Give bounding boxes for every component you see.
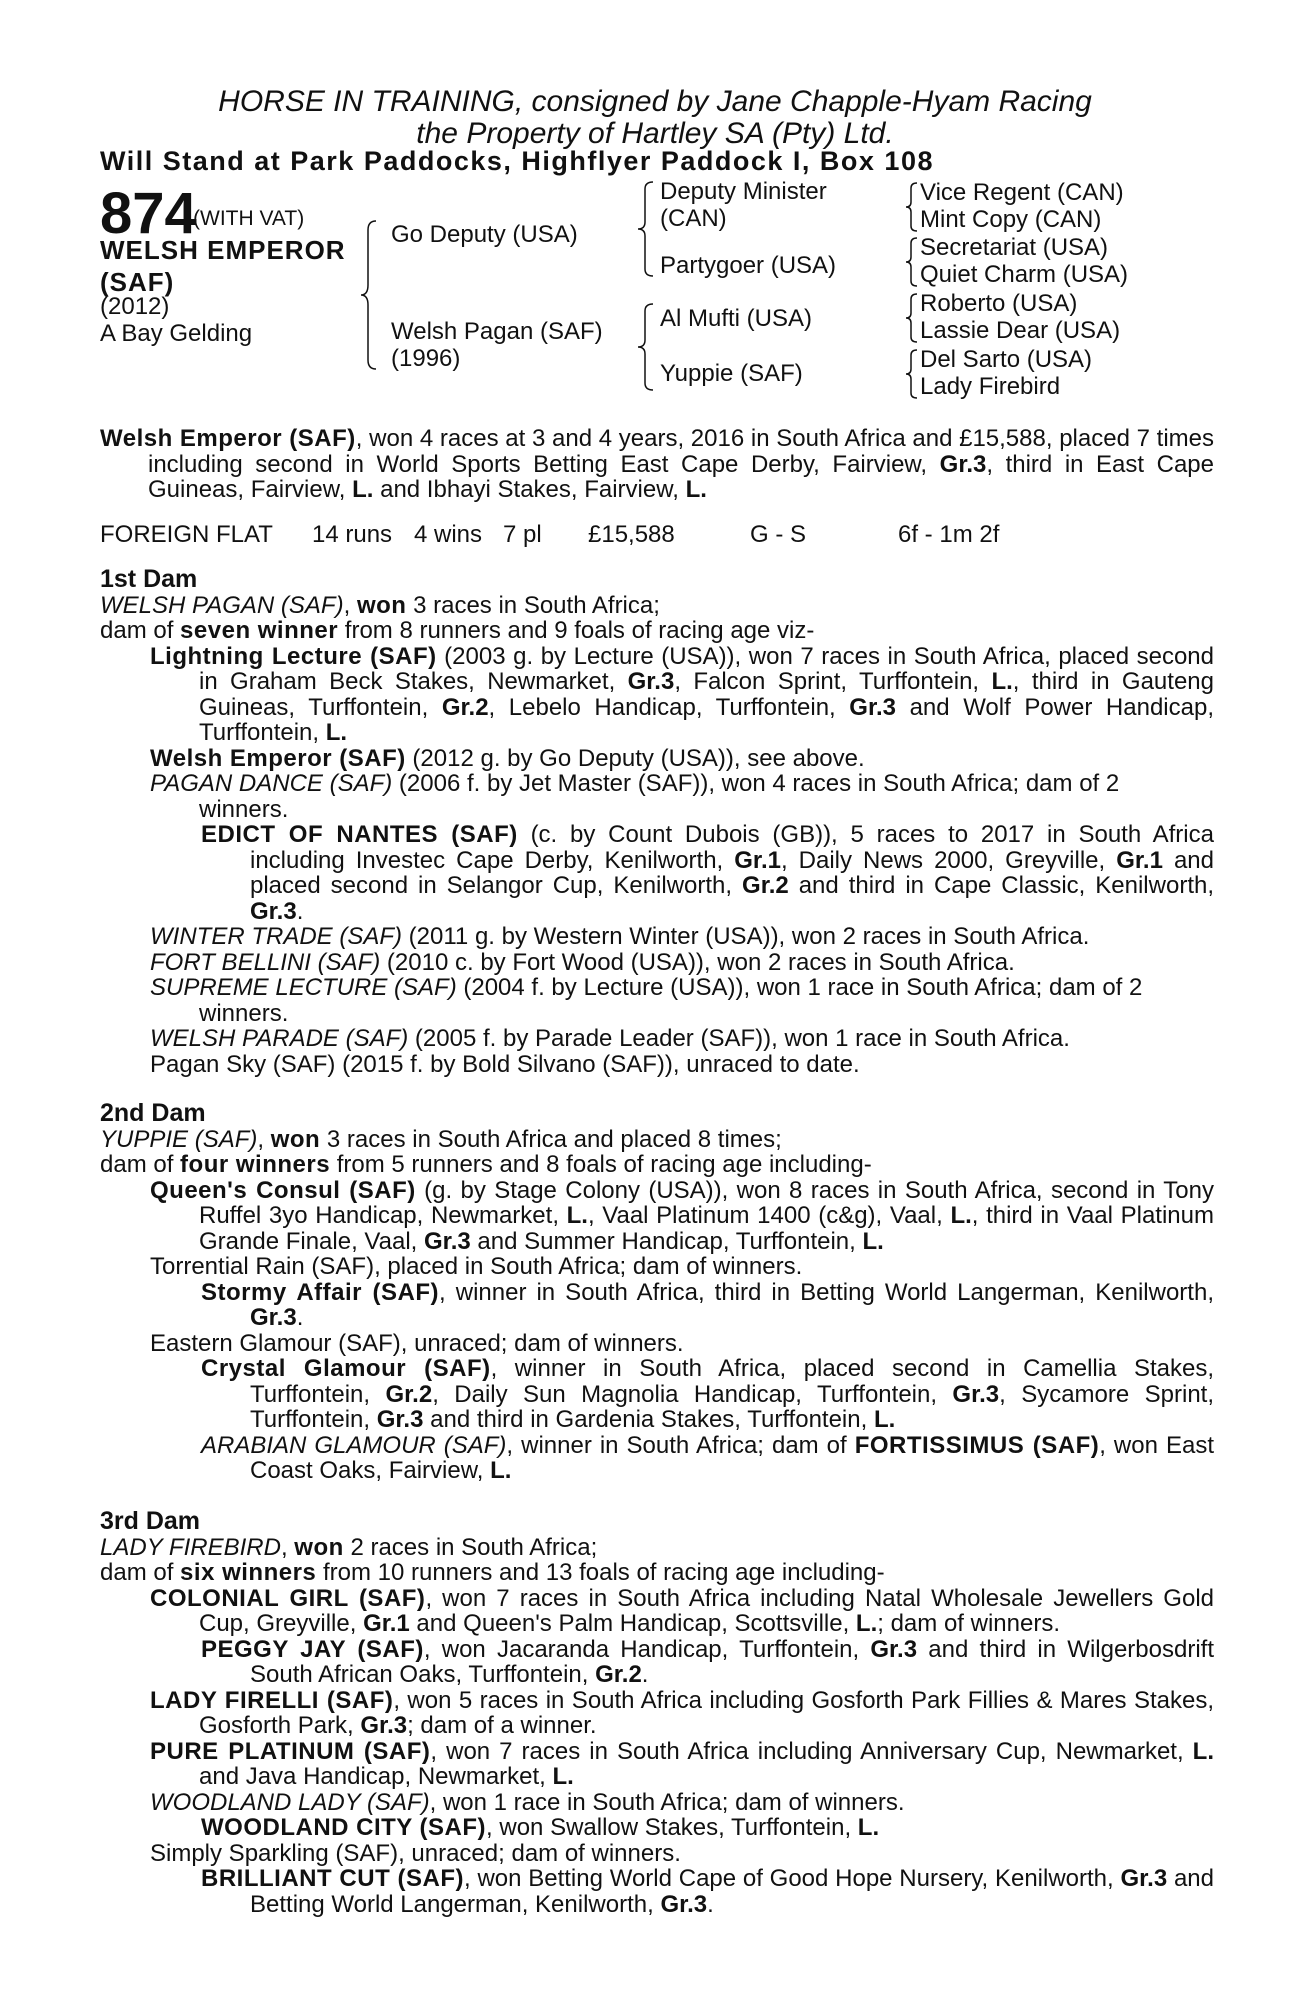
produce-name: PAGAN DANCE (SAF) bbox=[150, 770, 393, 797]
produce-text: (2011 g. by Western Winter (USA)), won 2 races in South Africa. bbox=[402, 923, 1090, 950]
produce-entry bbox=[100, 1433, 1214, 1484]
produce-name: WINTER TRADE (SAF) bbox=[150, 923, 402, 950]
grade-label: Gr.3 bbox=[250, 897, 297, 925]
ped-gen3-3: Secretariat (USA) bbox=[920, 234, 1109, 261]
produce-entry bbox=[100, 1688, 1214, 1739]
pedigree-brace-dam bbox=[637, 303, 655, 391]
grade-label: Gr.3 bbox=[952, 1380, 1000, 1408]
horse-description: A Bay Gelding bbox=[100, 320, 253, 347]
produce-entry bbox=[100, 1356, 1214, 1433]
produce-text: , Daily News 2000, Greyville, bbox=[780, 846, 1117, 874]
produce-text: , Falcon Sprint, Turffontein, bbox=[674, 668, 992, 695]
produce-text: and Queen's Palm Handicap, Scottsville, bbox=[409, 1610, 856, 1637]
won-label: won bbox=[356, 591, 407, 619]
produce-entry: Eastern Glamour (SAF), unraced; dam of winners. bbox=[150, 1329, 684, 1357]
produce-text: and Betting World Langerman, Kenilworth, bbox=[250, 1865, 1214, 1918]
produce-text: , won Jacaranda Handicap, Turffontein, bbox=[423, 1635, 871, 1663]
race-earnings: £15,588 bbox=[588, 521, 675, 548]
race-runs: 14 runs bbox=[312, 521, 393, 548]
produce-text: and Java Handicap, Newmarket, bbox=[199, 1763, 553, 1790]
produce-text: and third in Cape Classic, Kenilworth, bbox=[788, 872, 1214, 899]
ped-gen3-7: Del Sarto (USA) bbox=[920, 346, 1093, 373]
listed-label: L. bbox=[1192, 1737, 1214, 1765]
dam: Welsh Pagan (SAF) bbox=[391, 318, 603, 345]
produce-text: , won Swallow Stakes, Turffontein, bbox=[486, 1814, 858, 1841]
produce-text: , Sycamore Sprint, Turffontein, bbox=[250, 1380, 1214, 1433]
produce-text: and Wolf Power Handicap, Turffontein, bbox=[199, 693, 1214, 746]
winners-count: six winners bbox=[180, 1559, 317, 1586]
dam-year: (1996) bbox=[391, 345, 461, 372]
second-dam-record: YUPPIE (SAF), won 3 races in South Africa and placed 8 times; bbox=[100, 1125, 782, 1153]
produce-name: LADY FIRELLI (SAF) bbox=[150, 1686, 394, 1714]
pedigree-brace-sire bbox=[637, 181, 655, 277]
grade-label: Gr.3 bbox=[627, 668, 675, 695]
grade-label: Gr.3 bbox=[424, 1227, 471, 1255]
dam-dam: Yuppie (SAF) bbox=[660, 360, 803, 387]
produce-text: , Vaal Platinum 1400 (c&g), Vaal, bbox=[587, 1202, 951, 1229]
dam-text: 3 races in South Africa and placed 8 times; bbox=[320, 1125, 782, 1153]
produce-text: , third in Vaal Platinum Grande Finale, Vaal, bbox=[199, 1202, 1214, 1255]
produce-text: , won East Coast Oaks, Fairview, bbox=[250, 1431, 1214, 1484]
produce-text: . bbox=[641, 1661, 649, 1688]
sire-dam: Partygoer (USA) bbox=[660, 252, 837, 279]
produce-text: , won Betting World Cape of Good Hope Nursery, Kenilworth, bbox=[464, 1865, 1121, 1892]
grade-label: Gr.1 bbox=[734, 846, 781, 874]
foaling-year: (2012) bbox=[100, 293, 170, 320]
produce-text: . bbox=[707, 1890, 714, 1918]
ped-gen3-5: Roberto (USA) bbox=[920, 290, 1078, 317]
produce-name: PURE PLATINUM (SAF) bbox=[150, 1737, 431, 1765]
race-wins: 4 wins bbox=[414, 521, 483, 548]
produce-name: COLONIAL GIRL (SAF) bbox=[150, 1584, 426, 1612]
produce-entry bbox=[100, 1026, 1214, 1052]
summary-text: , won 4 races at 3 and 4 years, 2016 in South Africa and £15,588, placed 7 times including second in World Sports Betting East Cape Derby, Fairview, bbox=[148, 425, 1214, 478]
dam-text: from 5 runners and 8 foals of racing age including- bbox=[330, 1151, 872, 1178]
produce-name: Queen's Consul (SAF) bbox=[150, 1176, 416, 1204]
lot-number: 874 bbox=[100, 181, 197, 246]
produce-text: , won 7 races in South Africa including Natal Wholesale Jewellers Gold Cup, Greyville, bbox=[199, 1584, 1215, 1637]
summary-paragraph bbox=[100, 426, 1214, 503]
dam-name: LADY FIREBIRD bbox=[100, 1533, 281, 1561]
ped-gen3-2: Mint Copy (CAN) bbox=[920, 206, 1102, 233]
grade-label: Gr.2 bbox=[385, 1380, 433, 1408]
third-dam-heading: 3rd Dam bbox=[100, 1507, 201, 1535]
third-dam-section bbox=[100, 1509, 1214, 1917]
produce-name: BRILLIANT CUT (SAF) bbox=[201, 1865, 464, 1892]
produce-text: and third in Wilgerbosdrift South African Oaks, Turffontein, bbox=[250, 1635, 1215, 1688]
owner-line: the Property of Hartley SA (Pty) Ltd. bbox=[416, 117, 894, 150]
produce-text: ; dam of a winner. bbox=[407, 1712, 597, 1739]
grade-label: Gr.3 bbox=[376, 1406, 424, 1433]
listed-label: L. bbox=[857, 1814, 880, 1841]
listed-label: L. bbox=[490, 1457, 512, 1484]
produce-text: . bbox=[296, 897, 304, 925]
produce-text: (g. by Stage Colony (USA)), won 8 races in South Africa, second in Tony Ruffel 3yo Handicap, Newmarket, bbox=[199, 1176, 1214, 1229]
horse-name-line2: (SAF) bbox=[100, 267, 175, 297]
race-distance: 6f - 1m 2f bbox=[898, 521, 1000, 548]
winners-count: four winners bbox=[180, 1151, 331, 1178]
second-dam-produce bbox=[100, 1152, 1214, 1178]
produce-text: , winner in South Africa, placed second in Camellia Stakes, Turffontein, bbox=[250, 1355, 1214, 1408]
produce-text: (c. by Count Dubois (GB)), 5 races to 2017 in South Africa including Investec Cape Derby, Kenilworth, bbox=[250, 821, 1214, 874]
second-dam-heading: 2nd Dam bbox=[100, 1099, 206, 1127]
listed-label: L. bbox=[552, 1763, 574, 1790]
third-dam-record: LADY FIREBIRD, won 2 races in South Africa; bbox=[100, 1533, 598, 1561]
grade-label: Gr.3 bbox=[870, 1635, 918, 1663]
listed-label: L. bbox=[991, 668, 1013, 695]
consignor-line: HORSE IN TRAINING, consigned by Jane Chapple-Hyam Racing bbox=[218, 85, 1092, 118]
dam-text: from 10 runners and 13 foals of racing age including- bbox=[316, 1559, 885, 1586]
ped-gen3-1: Vice Regent (CAN) bbox=[920, 179, 1124, 206]
produce-text: ; dam of winners. bbox=[877, 1610, 1060, 1637]
horse-name-line1: WELSH EMPEROR bbox=[100, 235, 346, 265]
produce-entry bbox=[100, 771, 1214, 822]
produce-name: Welsh Emperor (SAF) bbox=[150, 744, 406, 772]
pedigree-brace-g3 bbox=[905, 293, 919, 343]
produce-text: and Summer Handicap, Turffontein, bbox=[470, 1227, 863, 1255]
sire-sire: Deputy Minister bbox=[660, 178, 827, 205]
ped-gen3-4: Quiet Charm (USA) bbox=[920, 261, 1129, 288]
produce-name: Lightning Lecture (SAF) bbox=[150, 642, 437, 670]
produce-entry: Pagan Sky (SAF) (2015 f. by Bold Silvano (SAF)), unraced to date. bbox=[150, 1050, 860, 1078]
ped-gen3-6: Lassie Dear (USA) bbox=[920, 317, 1121, 344]
produce-text: (2005 f. by Parade Leader (SAF)), won 1 race in South Africa. bbox=[408, 1025, 1070, 1052]
dam-text: dam of bbox=[100, 1151, 181, 1178]
grade-label: Gr.3 bbox=[250, 1304, 297, 1331]
grade-label: Gr.2 bbox=[441, 693, 489, 721]
listed-label: L. bbox=[855, 1610, 878, 1637]
grade-label: Gr.3 bbox=[360, 1712, 408, 1739]
pedigree-brace-g4 bbox=[905, 349, 919, 399]
race-type: FOREIGN FLAT bbox=[100, 521, 273, 548]
produce-text: (2006 f. by Jet Master (SAF)), won 4 races in South Africa; dam of 2 winners. bbox=[199, 770, 1120, 823]
dam-text: 3 races in South Africa; bbox=[406, 591, 660, 619]
produce-text: and third in Gardenia Stakes, Turffontein, bbox=[423, 1406, 874, 1433]
produce-name: EDICT OF NANTES (SAF) bbox=[201, 821, 518, 848]
grade-label: Gr.2 bbox=[742, 872, 789, 899]
first-dam-record: WELSH PAGAN (SAF), won 3 races in South Africa; bbox=[100, 591, 660, 619]
third-dam-produce bbox=[100, 1560, 1214, 1586]
produce-text: , winner in South Africa; dam of bbox=[506, 1431, 855, 1459]
winners-count: seven winner bbox=[180, 617, 339, 644]
pedigree-brace-g1 bbox=[905, 182, 919, 232]
produce-text: and placed second in Selangor Cup, Kenilworth, bbox=[250, 846, 1214, 899]
produce-name: FORT BELLINI (SAF) bbox=[150, 948, 381, 976]
produce-text: , won 1 race in South Africa; dam of winners. bbox=[429, 1788, 905, 1816]
produce-name: WELSH PARADE (SAF) bbox=[150, 1025, 409, 1052]
produce-entry bbox=[100, 746, 1214, 772]
produce-name: FORTISSIMUS (SAF) bbox=[854, 1431, 1100, 1459]
produce-name: WOODLAND CITY (SAF) bbox=[201, 1814, 487, 1841]
dam-text: dam of bbox=[100, 617, 181, 644]
produce-entry bbox=[100, 822, 1214, 924]
produce-entry bbox=[100, 975, 1214, 1026]
produce-entry bbox=[100, 1739, 1214, 1790]
listed-label: L. bbox=[685, 476, 707, 503]
listed-label: L. bbox=[873, 1406, 896, 1433]
stand-location: Will Stand at Park Paddocks, Highflyer Paddock I, Box 108 bbox=[100, 146, 934, 176]
summary-horse-name: Welsh Emperor (SAF) bbox=[100, 425, 356, 452]
produce-entry bbox=[100, 1178, 1214, 1255]
pedigree-brace-g2 bbox=[905, 237, 919, 287]
dam-text: from 8 runners and 9 foals of racing age viz- bbox=[338, 617, 815, 644]
produce-entry bbox=[100, 1280, 1214, 1331]
won-label: won bbox=[270, 1125, 321, 1153]
produce-name: SUPREME LECTURE (SAF) bbox=[150, 974, 457, 1001]
summary-text: and Ibhayi Stakes, Fairview, bbox=[373, 476, 686, 503]
produce-name: Crystal Glamour (SAF) bbox=[201, 1355, 491, 1382]
dam-text: dam of bbox=[100, 1559, 181, 1586]
grade-label: Gr.3 bbox=[939, 450, 987, 478]
produce-name: Stormy Affair (SAF) bbox=[201, 1278, 440, 1306]
dam-name: WELSH PAGAN (SAF) bbox=[100, 591, 344, 619]
listed-label: L. bbox=[950, 1202, 972, 1229]
produce-entry: Torrential Rain (SAF), placed in South Africa; dam of winners. bbox=[150, 1253, 803, 1280]
grade-label: Gr.3 bbox=[660, 1890, 708, 1918]
produce-text: , winner in South Africa, third in Betting World Langerman, Kenilworth, bbox=[439, 1278, 1214, 1306]
produce-text: , Daily Sun Magnolia Handicap, Turffontein, bbox=[432, 1380, 953, 1408]
listed-label: L. bbox=[325, 719, 348, 746]
produce-text: , Lebelo Handicap, Turffontein, bbox=[488, 693, 850, 721]
produce-entry bbox=[100, 1586, 1214, 1637]
pedigree-brace-main bbox=[360, 220, 378, 370]
grade-label: Gr.3 bbox=[1120, 1865, 1168, 1892]
listed-label: L. bbox=[566, 1202, 588, 1229]
first-dam-heading: 1st Dam bbox=[100, 565, 198, 593]
produce-text: (2010 c. by Fort Wood (USA)), won 2 races in South Africa. bbox=[380, 948, 1015, 976]
first-dam-section bbox=[100, 567, 1214, 1077]
produce-entry bbox=[100, 644, 1214, 746]
produce-text: (2003 g. by Lecture (USA)), won 7 races in South Africa, placed second in Graham Beck Stakes, Newmarket, bbox=[199, 642, 1214, 695]
grade-label: Gr.3 bbox=[849, 693, 896, 721]
sire-sire-country: (CAN) bbox=[660, 205, 727, 232]
listed-label: L. bbox=[352, 476, 374, 503]
produce-entry bbox=[100, 1866, 1214, 1917]
produce-text: (2004 f. by Lecture (USA)), won 1 race in South Africa; dam of 2 winners. bbox=[199, 974, 1143, 1027]
dam-sire: Al Mufti (USA) bbox=[660, 305, 813, 332]
produce-name: ARABIAN GLAMOUR (SAF) bbox=[201, 1431, 507, 1459]
dam-name: YUPPIE (SAF) bbox=[100, 1125, 258, 1153]
grade-label: Gr.2 bbox=[595, 1661, 642, 1688]
ped-gen3-8: Lady Firebird bbox=[920, 373, 1061, 400]
produce-entry bbox=[100, 1790, 1214, 1816]
listed-label: L. bbox=[862, 1227, 884, 1255]
dam-text: 2 races in South Africa; bbox=[343, 1533, 598, 1561]
first-dam-produce bbox=[100, 618, 1214, 644]
won-label: won bbox=[294, 1533, 344, 1561]
race-placed: 7 pl bbox=[503, 521, 542, 548]
horse-name bbox=[100, 234, 346, 298]
produce-name: PEGGY JAY (SAF) bbox=[201, 1635, 424, 1663]
produce-text: . bbox=[296, 1304, 304, 1331]
produce-entry bbox=[100, 924, 1214, 950]
sire: Go Deputy (USA) bbox=[391, 221, 578, 248]
produce-text: (2012 g. by Go Deputy (USA)), see above. bbox=[405, 744, 865, 772]
produce-text: , third in Gauteng Guineas, Turffontein, bbox=[199, 668, 1214, 721]
produce-entry: Simply Sparkling (SAF), unraced; dam of winners. bbox=[150, 1839, 681, 1867]
produce-entry bbox=[100, 950, 1214, 976]
produce-text: , won 5 races in South Africa including Gosforth Park Fillies & Mares Stakes, Gosforth Park, bbox=[199, 1686, 1214, 1739]
race-going: G - S bbox=[750, 521, 807, 548]
performance-summary bbox=[100, 426, 1214, 503]
grade-label: Gr.1 bbox=[363, 1610, 410, 1637]
grade-label: Gr.1 bbox=[1116, 846, 1163, 874]
vat-note: (WITH VAT) bbox=[193, 207, 305, 230]
summary-text: , third in East Cape Guineas, Fairview, bbox=[148, 450, 1215, 503]
produce-entry bbox=[100, 1815, 1214, 1841]
produce-text: , won 7 races in South Africa including Anniversary Cup, Newmarket, bbox=[430, 1737, 1193, 1765]
second-dam-section bbox=[100, 1101, 1214, 1484]
produce-entry bbox=[100, 1637, 1214, 1688]
produce-name: WOODLAND LADY (SAF) bbox=[150, 1788, 430, 1816]
